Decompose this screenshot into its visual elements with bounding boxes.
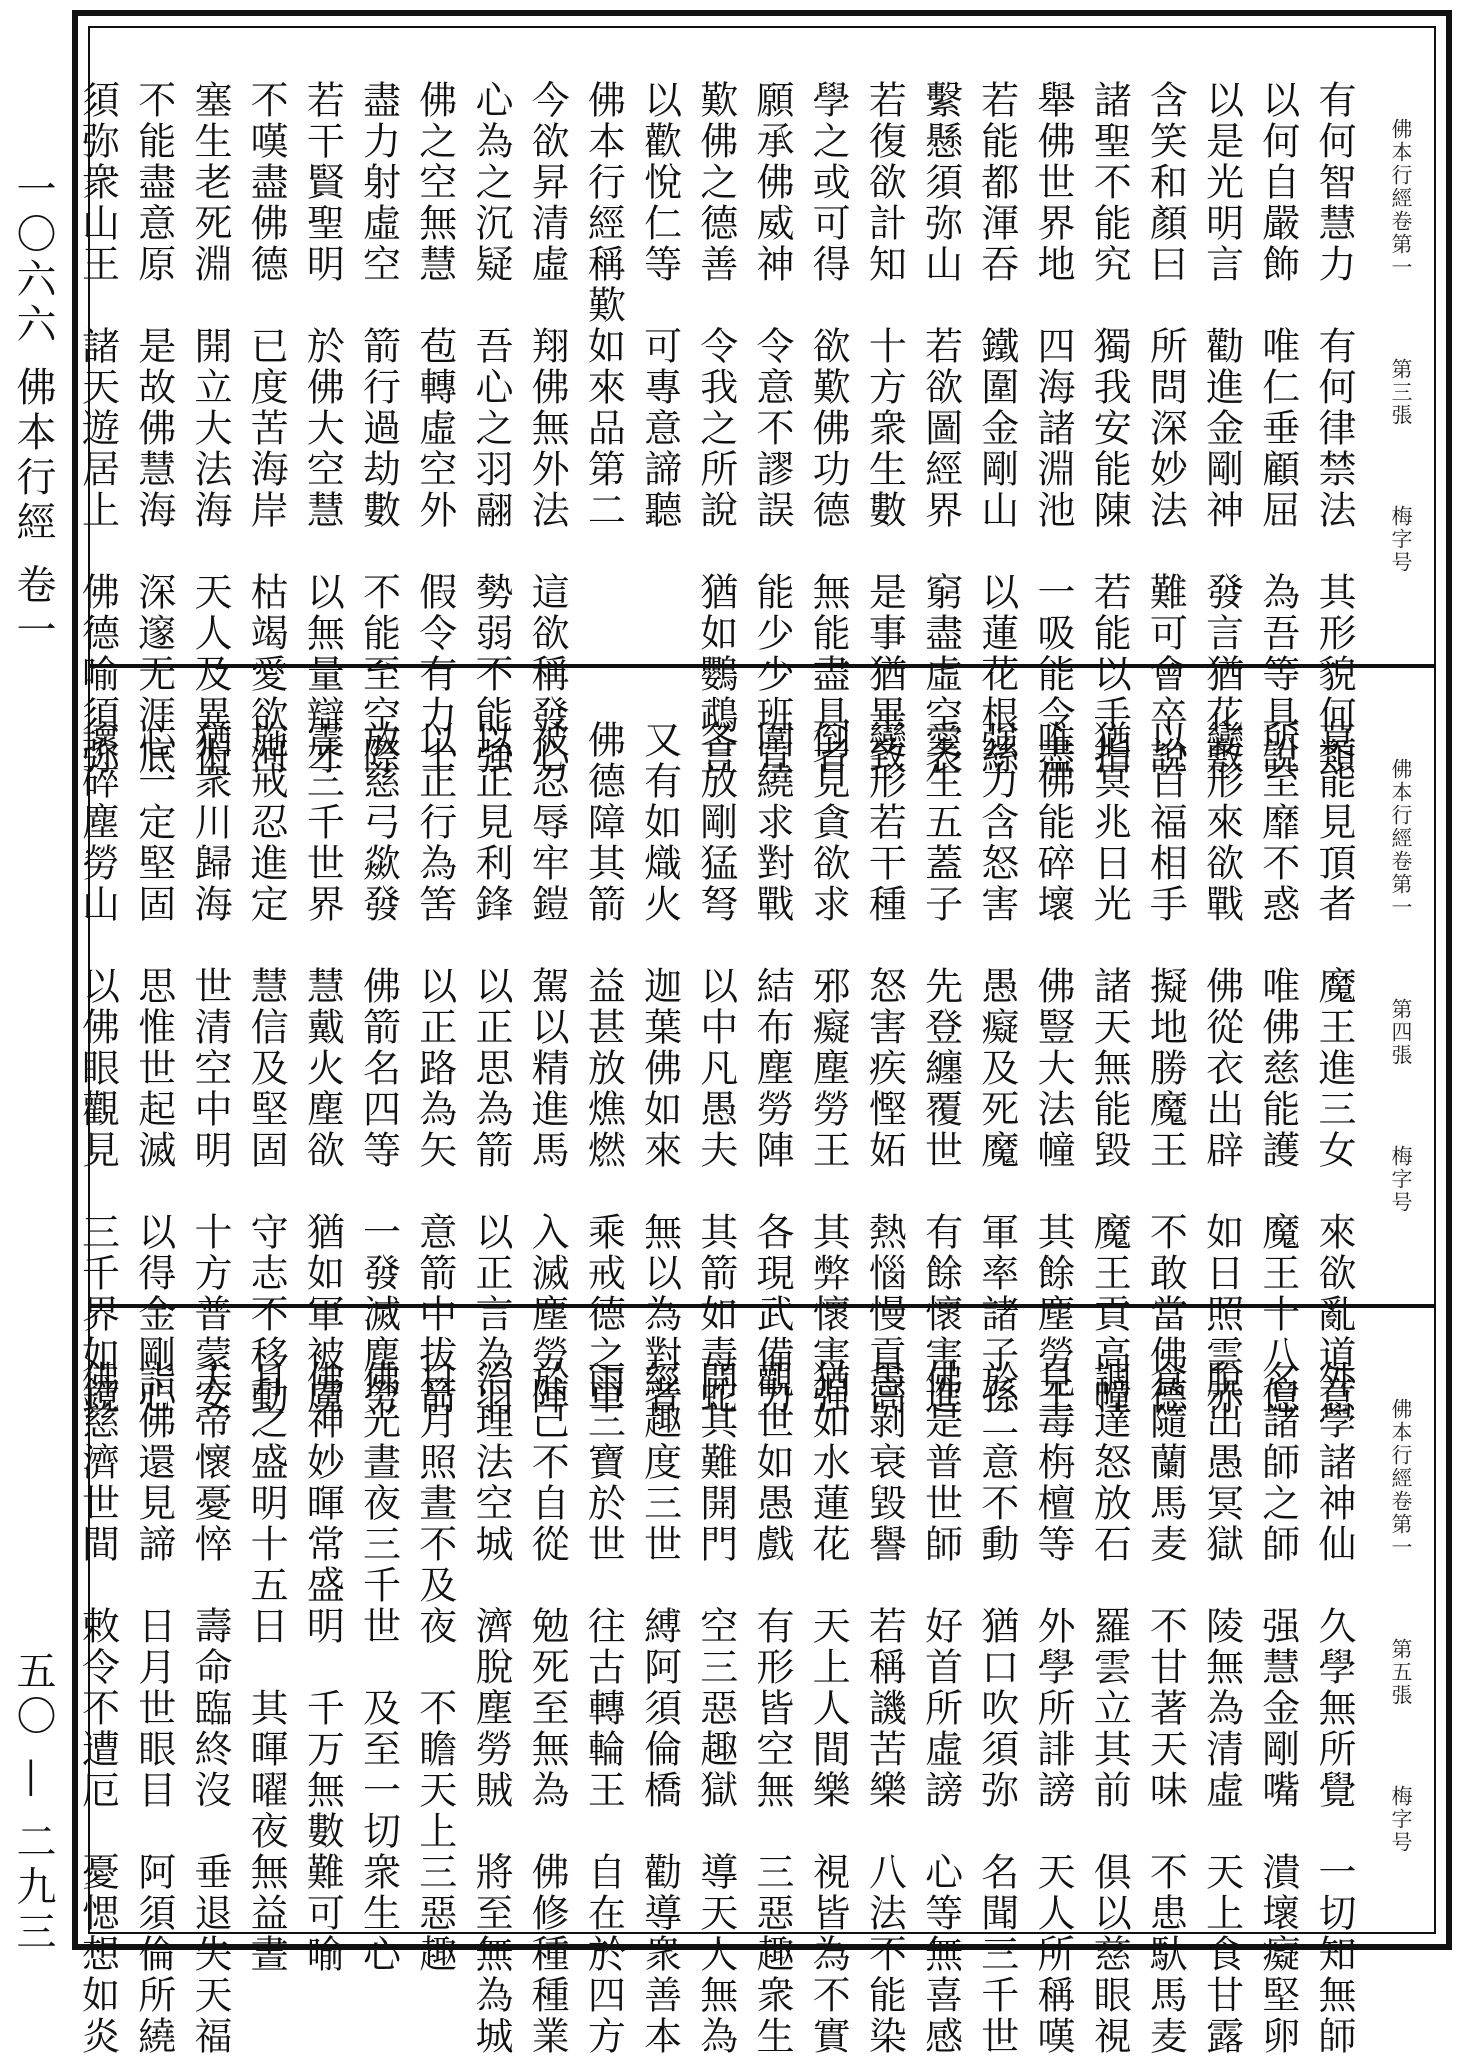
verse-column: 佛神妙暉常盛明 千万無數難可喻 [300, 1360, 345, 1975]
verse-column: 外學諸神仙 久學無所覺 一切知無師 [1312, 1360, 1356, 2057]
verse-column: 調達怒放石 羅雲立其前 俱以慈眼視 [1087, 1360, 1132, 2057]
verse-column: 心為之沉疑 吾心之羽翮 勢弱不能強 [468, 80, 513, 777]
verse-column: 須弥衆山王 諸天遊居上 佛德喻須弥 [75, 80, 120, 777]
header-title: 佛本行經卷第一 [1389, 118, 1413, 279]
header-mark: 梅字号 [1389, 505, 1413, 575]
verse-column: 詣佛還見諦 日月世眼目 阿須倫所繞 [131, 1360, 176, 2057]
header-mark: 梅字号 [1389, 1145, 1413, 1215]
verse-column: 變形來欲戰 佛從衣出辟 如日照雲赤 [1199, 720, 1244, 1417]
text-panel-1 [75, 28, 1434, 777]
verse-column: 佛之空無慧 苞轉虛空外 假令有力士 [412, 80, 457, 777]
header-mark: 梅字号 [1389, 1785, 1413, 1855]
verse-column: 繫懸須弥山 若欲圖經界 窮盡虛空表 [918, 80, 963, 777]
verse-column: 學之或可得 欲歎佛功德 無能盡具者 [806, 80, 851, 777]
verse-column: 以何自嚴飾 唯仁垂顧屈 為吾等具說 [1255, 80, 1300, 777]
header-page: 第五張 [1389, 1637, 1413, 1707]
verse-column: 又有如熾火 迦葉佛如來 無以為對者 [637, 720, 682, 1417]
text-panel-3 [75, 1308, 1434, 2057]
verse-column: 以是光明言 勸進金剛神 發言猶花敷 [1199, 80, 1244, 777]
verse-column: 若復欲計知 十方衆生數 是事猶畢致 [862, 80, 907, 777]
verse-column: 圍繞求對戰 結布塵勞陣 各現武備力 [749, 720, 794, 1417]
verse-column: 含笑和顏曰 所問深妙法 難可會卒說 [1143, 80, 1188, 777]
verse-column: 若能都渾吞 鐵圍金剛山 以蓮花根絲 [974, 80, 1019, 777]
verse-column: 雨三寶於世 往古轉輪王 自在於四方 [581, 1360, 626, 2057]
verse-columns-3 [75, 1360, 1362, 2057]
verse-column: 莫能見頂者 魔王進三女 來欲亂道意 [1312, 720, 1356, 1417]
verse-column: 見毒栴檀等 外學所誹謗 天人所稱嘆 [1030, 1360, 1075, 2057]
verse-column: 開其難開門 空三惡趣獄 導天人無為 [693, 1360, 738, 2057]
verse-column: 治理法空城 濟脫塵勞賊 將至無為城 [468, 1360, 513, 2057]
verse-column: 今欲昇清虛 翔佛無外法 這欲稱發心 [525, 80, 570, 777]
verse-column: 塞生老死淵 開立大法海 天人及異術 [187, 80, 232, 777]
verse-column: 各放剛猛弩 以中凡愚夫 其箭如毒蛇 [693, 720, 738, 1417]
verse-column: 不嘆盡佛德 已度苦海岸 枯竭愛欲河 [244, 80, 289, 777]
verse-column: 諸聖不能究 獨我安能陳 若能以手指 [1087, 80, 1132, 777]
verse-column: 以歡悅仁等 可專意諦聽 [637, 80, 682, 531]
verse-column: 變形若干種 怒害疾慳妬 熱惱慢貢高 [862, 720, 907, 1417]
verse-column: 經趣度三世 縛阿須倫橋 勸導衆善本 [637, 1360, 682, 2057]
verse-column: 唯佛能碎壞 佛豎大法幢 其餘塵勞王 [1030, 720, 1075, 1417]
verse-column: 盡力射虛空 箭行過劫數 不能至空際 [356, 80, 401, 777]
verse-column: 於己不自從 勉死至無為 佛修種種業 [525, 1360, 570, 2057]
header-page: 第三張 [1389, 357, 1413, 427]
verse-column: 心一定堅固 思惟世起滅 以得金剛心 [131, 720, 176, 1417]
verse-column: 强力含怒害 愚癡及死魔 軍率諸子孫 [974, 720, 1019, 1417]
verse-column: 佛慈濟世間 敕令不遭厄 憂愢想如炎 [75, 1360, 120, 2057]
page-header-3 [1386, 1398, 1416, 1854]
verse-column: 有何智慧力 有何律禁法 其形貌何類 [1312, 80, 1356, 777]
verse-column: 願承佛威神 令意不謬誤 能少少班宣 [749, 80, 794, 777]
verse-column: 被忍辱牢鎧 駕以精進馬 入滅塵勞陣 [525, 720, 570, 1417]
page-frame [72, 10, 1452, 2057]
verse-column: 猶冥兆日光 諸天無能毀 魔王貢高幢 [1087, 720, 1132, 1417]
header-page: 第四張 [1389, 997, 1413, 1067]
verse-column: 以百福相手 擬地勝魔王 不敢當佛德 [1143, 720, 1188, 1417]
page-frame-inner [75, 26, 1436, 2057]
verse-column: 倒見貪欲求 邪癡塵勞王 其弊懷害强 [806, 720, 851, 1417]
verse-column: 舉佛世界地 四海諸淵池 一吸能令盡 [1030, 80, 1075, 777]
verse-columns-1 [75, 80, 1362, 777]
verse-column: 所至靡不惑 唯佛慈能護 魔王十八億 [1255, 720, 1300, 1417]
verse-column: 名諸師之師 强慧金剛嘴 潰壞癡堅卵 [1255, 1360, 1300, 2057]
verse-column: 以正行為筈 以正路為矢 意箭中拔箭 [412, 720, 457, 1417]
header-title: 佛本行經卷第一 [1389, 1398, 1413, 1559]
verse-column: 月之盛明十五日 其暉曜夜無益晝 [244, 1360, 289, 1975]
side-margin-bottom: 五〇 — 二九三 [10, 1650, 56, 1956]
verse-column: 於二意不動 猶口吹須弥 名聞三千世 [974, 1360, 1019, 2057]
verse-column: 不能盡意原 是故佛慧海 深邃无涯底 [131, 80, 176, 777]
verse-column: 佛德障其箭 益甚放燋燃 乘戒德之車 [581, 720, 626, 1417]
verse-column: 天帝懷憂悴 壽命臨終沒 垂退失天福 [187, 1360, 232, 2057]
verse-column: 食隨蘭馬麦 不甘著天味 不患馱馬麦 [1143, 1360, 1188, 2057]
header-title: 佛本行經卷第一 [1389, 758, 1413, 919]
verse-column: 施戒忍進定 慧信及堅固 守志不移動 [244, 720, 289, 1417]
verse-columns-2 [75, 720, 1362, 1417]
verse-column: 愛生五蓋子 先登纏覆世 有餘懷害進 [918, 720, 963, 1417]
verse-column: 觀世如愚戲 有形皆空無 三惡趣衆生 [749, 1360, 794, 2057]
verse-column: 歎佛之德善 令我之所說 猶如鸚鵡言 [693, 80, 738, 777]
verse-column: 猶衆川歸海 世清空中明 十方普蒙安 [187, 720, 232, 1417]
page-header-2 [1386, 758, 1416, 1214]
page-header-1 [1386, 118, 1416, 574]
verse-column: 脫出愚冥獄 陵無為清虛 天上食甘露 [1199, 1360, 1244, 2057]
verse-column: 放慈弓歘發 佛箭名四等 一發滅塵勞 [356, 720, 401, 1417]
verse-column: 佛光晝夜三千世 及至一切衆生心 [356, 1360, 401, 1975]
text-panel-2 [75, 668, 1434, 1417]
verse-column: 日月照晝不及夜 不瞻天上三惡趣 [412, 1360, 457, 1975]
verse-column: 震三千世界 慧戴火塵欲 猶如軍被虜 [300, 720, 345, 1417]
verse-column: 佛本行經稱歎如來品第二 [581, 80, 626, 531]
verse-column: 壞碎塵勞山 以佛眼觀見 三千界如鏡 [75, 720, 120, 1417]
verse-column: 若干賢聖明 於佛大空慧 以無量辯才 [300, 80, 345, 777]
verse-column: 猶如水蓮花 天上人間樂 視皆為不實 [806, 1360, 851, 2057]
verse-column: 愚剝衰毀譽 若稱譏苦樂 八法不能染 [862, 1360, 907, 2057]
side-margin-top: 一〇六六 佛本行經 卷一 [10, 168, 56, 654]
verse-column: 佛是普世師 好首所虛謗 心等無喜感 [918, 1360, 963, 2057]
verse-column: 以正見利鋒 以正思為箭 以正言為羽 [468, 720, 513, 1417]
